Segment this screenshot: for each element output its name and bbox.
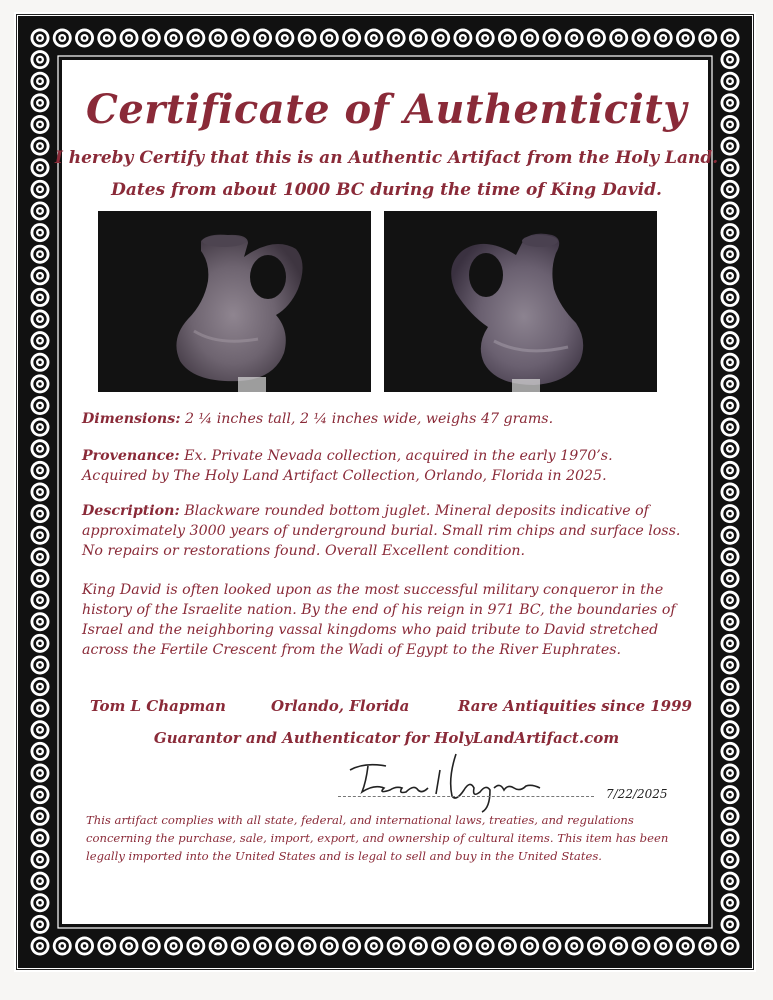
description-paragraph <box>82 501 682 561</box>
signed-date: 7/22/2025 <box>606 787 668 801</box>
certificate-title: Certificate of Authenticity <box>85 86 688 133</box>
dimensions-paragraph <box>82 409 682 429</box>
signer-name: Tom L Chapman <box>90 697 226 715</box>
description-text: Blackware rounded bottom juglet. Mineral deposits indicative of approximately 3000 years of underground burial. Small rim chips and surface loss. No repairs or restorations found. Overall Excellent condition. <box>82 503 681 559</box>
history-paragraph: King David is often looked upon as the most successful military conqueror in the history of the Israelite nation. By the end of his reign in 971 BC, the boundaries of Israel and the neighboring vassal kingdoms who paid tribute to David stretched across the Fertile Crescent from the Wadi of Egypt to the River Euphrates. <box>82 582 676 658</box>
certify-statement: I hereby Certify that this is an Authentic Artifact from the Holy Land. <box>54 148 719 168</box>
signer-tagline: Rare Antiquities since 1999 <box>458 697 692 715</box>
provenance-label: Provenance: <box>82 448 180 464</box>
dimensions-label: Dimensions: <box>82 411 181 427</box>
description-label: Description: <box>82 503 180 519</box>
dimensions-text: 2 ¼ inches tall, 2 ¼ inches wide, weighs 47 grams. <box>180 411 554 427</box>
date-statement: Dates from about 1000 BC during the time of King David. <box>111 180 662 200</box>
legal-notice: This artifact complies with all state, federal, and international laws, treaties, and regulations concerning the purchase, sale, import, export, and ownership of cultural items. This item has been legally imported into the United States and is legal to sell and buy in the United States. <box>86 813 669 863</box>
guarantor-line: Guarantor and Authenticator for HolyLandArtifact.com <box>153 729 620 747</box>
handwritten-signature <box>344 748 554 814</box>
provenance-text: Ex. Private Nevada collection, acquired in the early 1970’s. Acquired by The Holy Land Artifact Collection, Orlando, Florida in 2025. <box>82 448 613 484</box>
signer-location: Orlando, Florida <box>271 697 410 715</box>
provenance-paragraph <box>82 446 682 486</box>
signature-line <box>338 796 594 797</box>
juglet-photo-left <box>98 211 371 392</box>
juglet-photo-right <box>384 211 657 392</box>
